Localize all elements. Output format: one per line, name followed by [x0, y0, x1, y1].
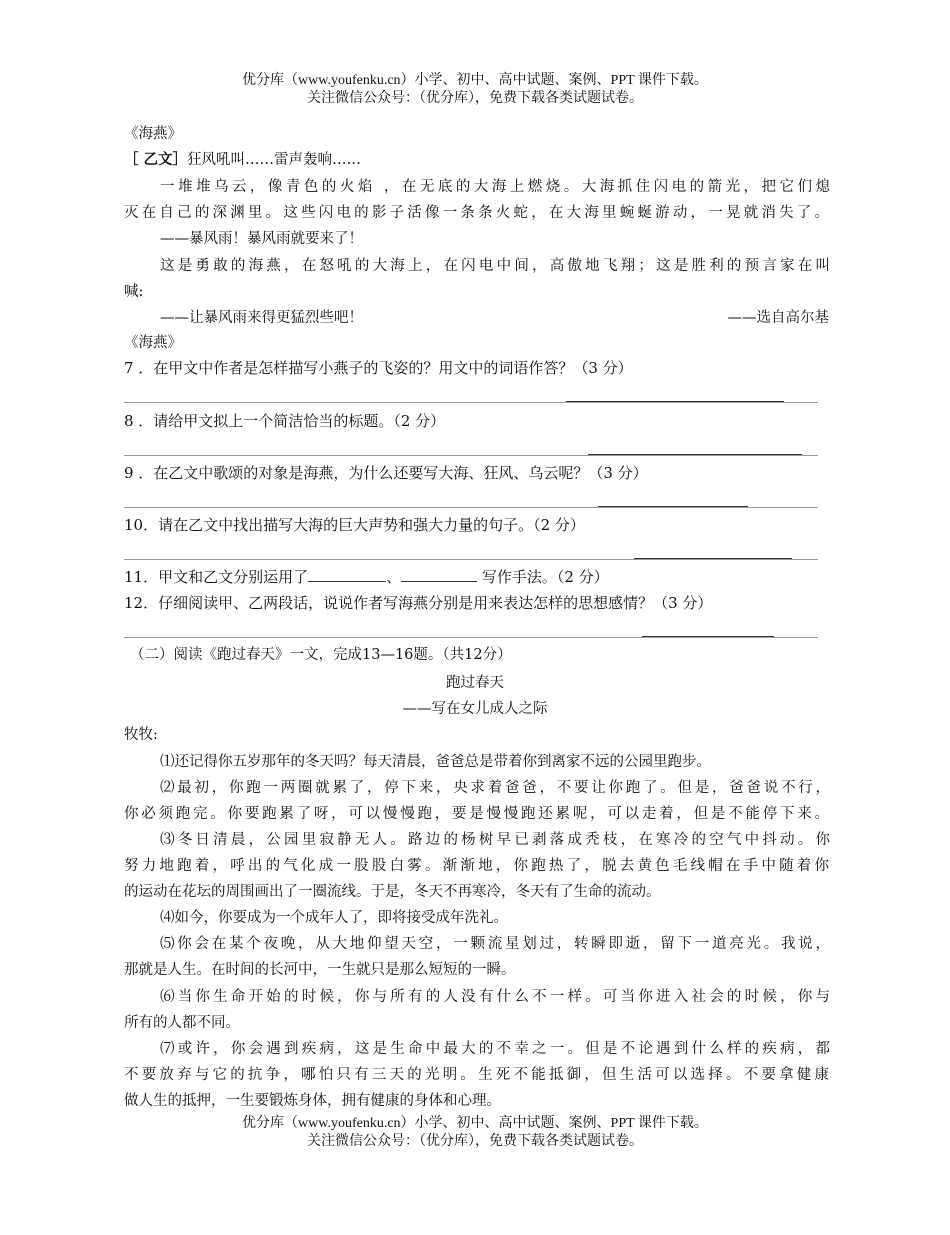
question-10: 10．请在乙文中找出描写大海的巨大声势和强大力量的句子。（2 分） — [124, 516, 585, 534]
answer-line-12-mark — [642, 636, 774, 637]
answer-line-10-mark — [634, 558, 792, 559]
article-p7-line1: ⑺或许，你会遇到疾病，这是生命中最大的不幸之一。但是不论遇到什么样的疾病，都 — [160, 1041, 830, 1057]
question-9: 9 ．在乙文中歌颂的对象是海燕，为什么还要写大海、狂风、乌云呢？（3 分） — [124, 464, 648, 482]
passage-b-p4: ——让暴风雨来得更猛烈些吧！ — [160, 310, 363, 326]
answer-line-7[interactable] — [124, 402, 818, 403]
question-11-suffix: 写作手法。（2 分） — [477, 568, 609, 586]
answer-line-8-mark — [588, 454, 802, 455]
passage-b-p2: ——暴风雨！暴风雨就要来了！ — [160, 231, 363, 247]
answer-line-12[interactable] — [124, 637, 818, 638]
passage-b-label: ［ 乙文］ — [124, 151, 188, 168]
passage-b-p3-line2: 喊: — [124, 284, 144, 300]
article-p7-line3: 做人生的抵押，一生要锻炼身体，拥有健康的身体和心理。 — [124, 1093, 501, 1109]
passage-b-p1-line2: 灭在自己的深渊里。这些闪电的影子活像一条条火蛇，在大海里蜿蜒游动，一晃就消失了。 — [124, 205, 829, 221]
article-p1: ⑴还记得你五岁那年的冬天吗？每天清晨，爸爸总是带着你到离家不远的公园里跑步。 — [160, 754, 711, 770]
article-p5-line1: ⑸你会在某个夜晚，从大地仰望天空，一颗流星划过，转瞬即逝，留下一道亮光。我说， — [160, 936, 830, 952]
passage-b-opening-line — [124, 150, 829, 170]
footer-line-1: 优分库（www.youfenku.cn）小学、初中、高中试题、案例、PPT 课件下载。 — [242, 1116, 708, 1131]
article-p2-line1: ⑵最初，你跑一两圈就累了，停下来，央求着爸爸，不要让你跑了。但是，爸爸说不行， — [160, 780, 830, 796]
footer-line-2: 关注微信公众号：（优分库），免费下载各类试题试卷。 — [307, 1134, 643, 1149]
passage-b-source-title: 《海燕》 — [124, 335, 182, 351]
section-2-instruction: （二）阅读《跑过春天》一文，完成13—16题。（共12分） — [130, 647, 512, 663]
question-11-blank-2[interactable] — [401, 567, 477, 582]
header-line-1: 优分库（www.youfenku.cn）小学、初中、高中试题、案例、PPT 课件下载。 — [242, 73, 708, 88]
question-11-blank-1[interactable] — [308, 567, 386, 582]
answer-line-10[interactable] — [124, 559, 818, 560]
article-p3-line2: 努力地跑着，呼出的气化成一股股白雾。渐渐地，你跑热了，脱去黄色毛线帽在手中随着你 — [124, 858, 829, 874]
article-p5-line2: 那就是人生。在时间的长河中，一生就只是那么短短的一瞬。 — [124, 962, 516, 978]
question-12: 12．仔细阅读甲、乙两段话，说说作者写海燕分别是用来表达怎样的思想感情？（3 分） — [124, 594, 713, 612]
article-subtitle: ——写在女儿成人之际 — [402, 701, 548, 717]
article-p6-line1: ⑹当你生命开始的时候，你与所有的人没有什么不一样。可当你进入社会的时候，你与 — [160, 989, 830, 1005]
article-p3-line3: 的运动在花坛的周围画出了一圈流线。于是，冬天不再寒冷，冬天有了生命的流动。 — [124, 884, 661, 900]
passage-a-title-tail: 《海燕》 — [124, 126, 182, 142]
answer-line-7-mark — [566, 401, 784, 402]
question-8: 8 ．请给甲文拟上一个简洁恰当的标题。（2 分） — [124, 412, 446, 430]
answer-line-9[interactable] — [124, 507, 818, 508]
article-title: 跑过春天 — [446, 675, 504, 691]
passage-b-p3-line1: 这是勇敢的海燕，在怒吼的大海上，在闪电中间，高傲地飞翔；这是胜利的预言家在叫 — [160, 258, 830, 274]
question-11 — [124, 567, 829, 587]
passage-b-p1-line1: 一堆堆乌云，像青色的火焰 ，在无底的大海上燃烧。大海抓住闪电的箭光，把它们熄 — [160, 179, 830, 195]
article-p4: ⑷如今，你要成为一个成年人了，即将接受成年洗礼。 — [160, 910, 508, 926]
passage-b-source: ——选自高尔基 — [727, 310, 829, 326]
answer-line-8[interactable] — [124, 455, 818, 456]
question-11-sep: 、 — [386, 568, 402, 586]
article-p3-line1: ⑶冬日清晨，公园里寂静无人。路边的杨树早已剥落成秃枝，在寒冷的空气中抖动。你 — [160, 832, 830, 848]
question-7: 7 ．在甲文中作者是怎样描写小燕子的飞姿的？用文中的词语作答？（3 分） — [124, 359, 633, 377]
article-p6-line2: 所有的人都不同。 — [124, 1015, 240, 1031]
question-11-prefix: 11．甲文和乙文分别运用了 — [124, 568, 309, 586]
article-p7-line2: 不要放弃与它的抗争，哪怕只有三天的光明。生死不能抵御，但生活可以选择。不要拿健康 — [124, 1067, 829, 1083]
header-line-2: 关注微信公众号：（优分库），免费下载各类试题试卷。 — [307, 91, 643, 106]
answer-line-9-mark — [598, 506, 748, 507]
article-p2-line2: 你必须跑完。你要跑累了呀，可以慢慢跑，要是慢慢跑还累呢，可以走着，但是不能停下来。 — [124, 806, 829, 822]
article-salutation: 牧牧: — [124, 727, 158, 743]
passage-b-opening: 狂风吼叫……雷声轰响…… — [187, 152, 362, 168]
